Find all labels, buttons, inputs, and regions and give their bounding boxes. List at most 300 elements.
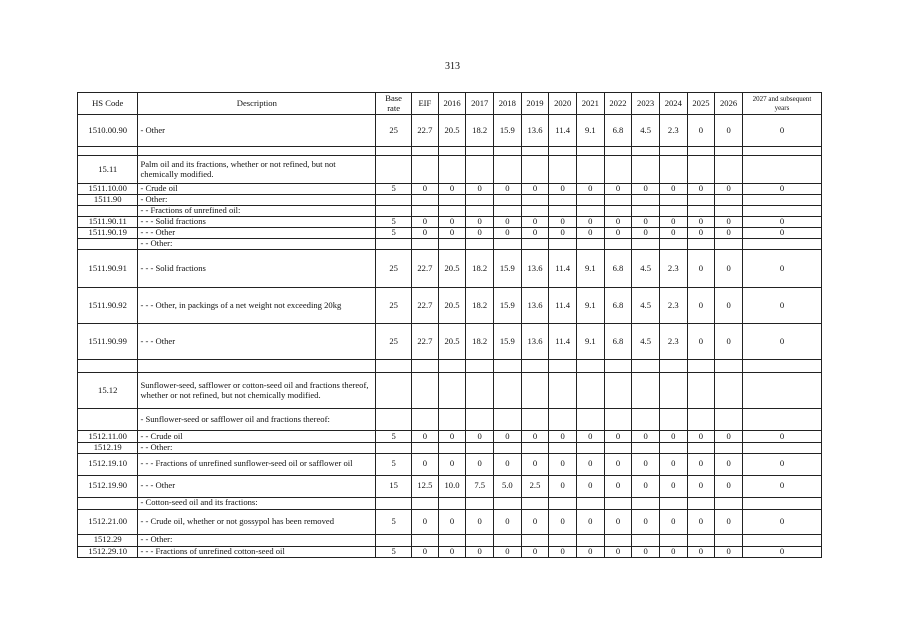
rate-cell: 10.0: [438, 475, 466, 497]
header-row: [78, 93, 822, 115]
rate-cell: [687, 195, 715, 206]
table-row: [78, 509, 822, 534]
rate-cell: [376, 443, 412, 454]
rate-cell: [604, 147, 632, 156]
description-cell: [138, 147, 376, 156]
rate-cell: [604, 206, 632, 217]
rate-cell: [687, 373, 715, 409]
rate-cell: [632, 206, 660, 217]
rate-cell: 6.8: [604, 115, 632, 147]
rate-cell: 12.5: [412, 475, 439, 497]
table-row: [78, 373, 822, 409]
rate-cell: [521, 373, 549, 409]
rate-cell: 11.4: [549, 324, 577, 360]
col-header-eif: EIF: [412, 93, 439, 115]
rate-cell: 9.1: [576, 250, 604, 288]
table-row: [78, 409, 822, 431]
rate-cell: [715, 534, 743, 546]
rate-cell: 22.7: [412, 288, 439, 324]
rate-cell: [466, 239, 494, 250]
col-header-2021: 2021: [576, 93, 604, 115]
rate-cell: [438, 360, 466, 373]
rate-cell: [549, 360, 577, 373]
rate-cell: [576, 195, 604, 206]
col-header-2027-and-subsequent: 2027 and subsequent years: [742, 93, 821, 115]
description-cell: Palm oil and its fractions, whether or not refined, but not chemically modified.: [138, 156, 376, 184]
rate-cell: 0: [438, 184, 466, 195]
rate-cell: [521, 497, 549, 509]
hs-code-cell: [78, 497, 138, 509]
col-header-2017: 2017: [466, 93, 494, 115]
rate-cell: [576, 147, 604, 156]
rate-cell: 0: [659, 546, 687, 557]
rate-cell: 0: [549, 431, 577, 443]
rate-cell: [576, 409, 604, 431]
rate-cell: [632, 195, 660, 206]
col-header-2026: 2026: [715, 93, 743, 115]
rate-cell: 0: [715, 546, 743, 557]
rate-cell: 0: [659, 217, 687, 228]
rate-cell: 0: [604, 453, 632, 475]
rate-cell: 0: [466, 217, 494, 228]
rate-cell: 9.1: [576, 115, 604, 147]
table-row: [78, 453, 822, 475]
rate-cell: 0: [494, 453, 522, 475]
rate-cell: 4.5: [632, 288, 660, 324]
description-cell: - Cotton-seed oil and its fractions:: [138, 497, 376, 509]
rate-cell: 0: [466, 546, 494, 557]
rate-cell: 2.3: [659, 324, 687, 360]
rate-cell: 0: [742, 324, 821, 360]
rate-cell: 0: [742, 509, 821, 534]
rate-cell: 0: [715, 475, 743, 497]
rate-cell: 0: [576, 453, 604, 475]
rate-cell: 18.2: [466, 250, 494, 288]
rate-cell: [412, 409, 439, 431]
rate-cell: 0: [659, 228, 687, 239]
rate-cell: [742, 147, 821, 156]
description-cell: - - - Fractions of unrefined sunflower-seed oil or safflower oil: [138, 453, 376, 475]
col-header-2022: 2022: [604, 93, 632, 115]
rate-cell: [742, 206, 821, 217]
rate-cell: 18.2: [466, 288, 494, 324]
rate-cell: 0: [604, 228, 632, 239]
rate-cell: [687, 497, 715, 509]
rate-cell: 0: [466, 509, 494, 534]
rate-cell: [438, 443, 466, 454]
rate-cell: [376, 156, 412, 184]
rate-cell: [742, 360, 821, 373]
rate-cell: [438, 497, 466, 509]
description-cell: - - Crude oil, whether or not gossypol has been removed: [138, 509, 376, 534]
col-header-base-rate: Base rate: [376, 93, 412, 115]
rate-cell: 0: [494, 546, 522, 557]
table-row: [78, 497, 822, 509]
rate-cell: 0: [715, 217, 743, 228]
rate-cell: 6.8: [604, 250, 632, 288]
rate-cell: [604, 443, 632, 454]
rate-cell: 0: [742, 250, 821, 288]
rate-cell: 15.9: [494, 115, 522, 147]
rate-cell: 0: [632, 184, 660, 195]
rate-cell: [659, 206, 687, 217]
table-row: [78, 360, 822, 373]
rate-cell: [715, 409, 743, 431]
rate-cell: [376, 497, 412, 509]
description-cell: - Sunflower-seed or safflower oil and fractions thereof:: [138, 409, 376, 431]
rate-cell: 11.4: [549, 250, 577, 288]
rate-cell: [715, 239, 743, 250]
rate-cell: 0: [715, 453, 743, 475]
rate-cell: 6.8: [604, 288, 632, 324]
rate-cell: [659, 156, 687, 184]
hs-code-cell: 1511.90.11: [78, 217, 138, 228]
table-row: [78, 288, 822, 324]
rate-cell: 2.3: [659, 115, 687, 147]
rate-cell: [412, 195, 439, 206]
rate-cell: 0: [715, 250, 743, 288]
col-header-2019: 2019: [521, 93, 549, 115]
rate-cell: [687, 443, 715, 454]
table-row: [78, 156, 822, 184]
rate-cell: [521, 443, 549, 454]
rate-cell: 5: [376, 431, 412, 443]
description-cell: - - - Other: [138, 228, 376, 239]
rate-cell: 0: [521, 453, 549, 475]
rate-cell: [549, 239, 577, 250]
rate-cell: [412, 360, 439, 373]
rate-cell: 0: [632, 546, 660, 557]
rate-cell: 7.5: [466, 475, 494, 497]
rate-cell: [687, 360, 715, 373]
description-cell: - - Other:: [138, 443, 376, 454]
hs-code-cell: 1510.00.90: [78, 115, 138, 147]
hs-code-cell: 1511.90.91: [78, 250, 138, 288]
rate-cell: 0: [687, 250, 715, 288]
rate-cell: [687, 156, 715, 184]
rate-cell: 0: [604, 475, 632, 497]
rate-cell: [376, 373, 412, 409]
rate-cell: 20.5: [438, 250, 466, 288]
rate-cell: [521, 239, 549, 250]
hs-code-cell: 1512.11.00: [78, 431, 138, 443]
rate-cell: [576, 497, 604, 509]
rate-cell: [521, 409, 549, 431]
rate-cell: 5: [376, 453, 412, 475]
rate-cell: 0: [715, 115, 743, 147]
rate-cell: 0: [549, 184, 577, 195]
rate-cell: [466, 497, 494, 509]
rate-cell: 0: [438, 431, 466, 443]
description-cell: - - - Other: [138, 324, 376, 360]
rate-cell: [466, 195, 494, 206]
rate-cell: [466, 147, 494, 156]
rate-cell: 0: [412, 453, 439, 475]
rate-cell: 13.6: [521, 288, 549, 324]
rate-cell: [742, 373, 821, 409]
rate-cell: 15.9: [494, 324, 522, 360]
rate-cell: 0: [715, 288, 743, 324]
rate-cell: 2.3: [659, 250, 687, 288]
rate-cell: [659, 195, 687, 206]
rate-cell: 11.4: [549, 288, 577, 324]
rate-cell: [604, 409, 632, 431]
hs-code-cell: 1512.19.90: [78, 475, 138, 497]
rate-cell: 0: [549, 228, 577, 239]
description-cell: - - - Solid fractions: [138, 250, 376, 288]
rate-cell: 0: [521, 509, 549, 534]
rate-cell: [715, 373, 743, 409]
table-row: [78, 206, 822, 217]
rate-cell: 0: [576, 546, 604, 557]
rate-cell: [521, 360, 549, 373]
rate-cell: [659, 360, 687, 373]
rate-cell: [412, 147, 439, 156]
rate-cell: 0: [659, 453, 687, 475]
rate-cell: 0: [715, 509, 743, 534]
rate-cell: [715, 156, 743, 184]
col-header-description: Description: [138, 93, 376, 115]
rate-cell: 0: [742, 184, 821, 195]
hs-code-cell: [78, 409, 138, 431]
description-cell: - - - Other: [138, 475, 376, 497]
description-cell: - - Fractions of unrefined oil:: [138, 206, 376, 217]
rate-cell: [412, 534, 439, 546]
rate-cell: [494, 360, 522, 373]
rate-cell: 0: [549, 509, 577, 534]
rate-cell: 0: [632, 453, 660, 475]
rate-cell: 0: [659, 184, 687, 195]
rate-cell: 0: [659, 475, 687, 497]
rate-cell: [494, 373, 522, 409]
rate-cell: [604, 195, 632, 206]
rate-cell: [742, 409, 821, 431]
table-row: [78, 443, 822, 454]
rate-cell: [742, 156, 821, 184]
rate-cell: [576, 443, 604, 454]
rate-cell: [659, 497, 687, 509]
table-row: [78, 239, 822, 250]
rate-cell: [466, 206, 494, 217]
rate-cell: 0: [549, 546, 577, 557]
rate-cell: [412, 239, 439, 250]
rate-cell: 0: [687, 217, 715, 228]
rate-cell: 0: [632, 228, 660, 239]
rate-cell: 18.2: [466, 324, 494, 360]
rate-cell: 0: [604, 431, 632, 443]
rate-cell: 0: [687, 115, 715, 147]
rate-cell: 0: [521, 546, 549, 557]
rate-cell: [376, 195, 412, 206]
rate-cell: [632, 360, 660, 373]
description-cell: - - - Fractions of unrefined cotton-seed oil: [138, 546, 376, 557]
rate-cell: [632, 373, 660, 409]
rate-cell: [632, 239, 660, 250]
table-row: [78, 475, 822, 497]
rate-cell: [632, 497, 660, 509]
rate-cell: [549, 206, 577, 217]
hs-code-cell: 15.12: [78, 373, 138, 409]
rate-cell: 0: [466, 431, 494, 443]
hs-code-cell: [78, 360, 138, 373]
rate-cell: [466, 360, 494, 373]
rate-cell: [715, 147, 743, 156]
rate-cell: [438, 206, 466, 217]
rate-cell: 4.5: [632, 250, 660, 288]
rate-cell: 0: [604, 546, 632, 557]
table-row: [78, 250, 822, 288]
rate-cell: [742, 195, 821, 206]
rate-cell: [742, 497, 821, 509]
rate-cell: 0: [742, 546, 821, 557]
rate-cell: 5: [376, 546, 412, 557]
hs-code-cell: [78, 239, 138, 250]
rate-cell: [438, 534, 466, 546]
rate-cell: 0: [438, 546, 466, 557]
rate-cell: 0: [521, 431, 549, 443]
rate-cell: [494, 409, 522, 431]
rate-cell: 22.7: [412, 115, 439, 147]
rate-cell: 0: [687, 509, 715, 534]
table-row: [78, 534, 822, 546]
rate-cell: 0: [412, 431, 439, 443]
rate-cell: [632, 534, 660, 546]
description-cell: - - - Solid fractions: [138, 217, 376, 228]
rate-cell: 0: [576, 217, 604, 228]
rate-cell: [576, 206, 604, 217]
rate-cell: 0: [742, 431, 821, 443]
rate-cell: 0: [632, 509, 660, 534]
rate-cell: [412, 443, 439, 454]
tariff-table-body: [78, 115, 822, 558]
rate-cell: 9.1: [576, 324, 604, 360]
rate-cell: [494, 147, 522, 156]
rate-cell: 0: [549, 475, 577, 497]
rate-cell: [466, 373, 494, 409]
rate-cell: 15: [376, 475, 412, 497]
hs-code-cell: [78, 206, 138, 217]
rate-cell: 20.5: [438, 288, 466, 324]
hs-code-cell: 1511.90.99: [78, 324, 138, 360]
rate-cell: 0: [687, 475, 715, 497]
rate-cell: 6.8: [604, 324, 632, 360]
hs-code-cell: 1512.29.10: [78, 546, 138, 557]
rate-cell: 0: [742, 115, 821, 147]
rate-cell: [742, 239, 821, 250]
rate-cell: [659, 373, 687, 409]
rate-cell: [742, 443, 821, 454]
description-cell: - - Crude oil: [138, 431, 376, 443]
rate-cell: [521, 195, 549, 206]
rate-cell: 0: [687, 228, 715, 239]
rate-cell: [549, 147, 577, 156]
rate-cell: [576, 534, 604, 546]
rate-cell: [576, 239, 604, 250]
rate-cell: [549, 373, 577, 409]
hs-code-cell: 1511.90: [78, 195, 138, 206]
rate-cell: 0: [715, 184, 743, 195]
table-row: [78, 228, 822, 239]
rate-cell: [659, 239, 687, 250]
hs-code-cell: 1512.19: [78, 443, 138, 454]
rate-cell: 0: [576, 509, 604, 534]
rate-cell: [687, 239, 715, 250]
col-header-2023: 2023: [632, 93, 660, 115]
rate-cell: [376, 206, 412, 217]
rate-cell: [715, 497, 743, 509]
description-cell: - Other: [138, 115, 376, 147]
hs-code-cell: [78, 147, 138, 156]
rate-cell: [438, 409, 466, 431]
rate-cell: [549, 195, 577, 206]
rate-cell: 0: [576, 228, 604, 239]
rate-cell: [438, 147, 466, 156]
rate-cell: 2.5: [521, 475, 549, 497]
table-row: [78, 431, 822, 443]
rate-cell: [466, 443, 494, 454]
rate-cell: [494, 239, 522, 250]
hs-code-cell: 1511.10.00: [78, 184, 138, 195]
rate-cell: 15.9: [494, 250, 522, 288]
rate-cell: [549, 497, 577, 509]
hs-code-cell: 1512.19.10: [78, 453, 138, 475]
table-row: [78, 546, 822, 557]
rate-cell: [438, 239, 466, 250]
rate-cell: 0: [521, 217, 549, 228]
rate-cell: 5: [376, 184, 412, 195]
rate-cell: [632, 443, 660, 454]
rate-cell: [632, 409, 660, 431]
rate-cell: 25: [376, 115, 412, 147]
rate-cell: [412, 373, 439, 409]
rate-cell: [687, 534, 715, 546]
hs-code-cell: 1512.29: [78, 534, 138, 546]
table-row: [78, 195, 822, 206]
rate-cell: 5: [376, 217, 412, 228]
rate-cell: 0: [742, 453, 821, 475]
rate-cell: [438, 195, 466, 206]
description-cell: [138, 360, 376, 373]
rate-cell: 15.9: [494, 288, 522, 324]
col-header-2024: 2024: [659, 93, 687, 115]
rate-cell: 0: [494, 228, 522, 239]
rate-cell: 0: [742, 217, 821, 228]
rate-cell: 22.7: [412, 250, 439, 288]
rate-cell: [659, 443, 687, 454]
rate-cell: 22.7: [412, 324, 439, 360]
rate-cell: 25: [376, 288, 412, 324]
table-row: [78, 147, 822, 156]
description-cell: - - Other:: [138, 534, 376, 546]
rate-cell: [604, 497, 632, 509]
rate-cell: [521, 147, 549, 156]
rate-cell: 20.5: [438, 324, 466, 360]
table-row: [78, 115, 822, 147]
rate-cell: 0: [715, 324, 743, 360]
rate-cell: 0: [742, 475, 821, 497]
rate-cell: [715, 360, 743, 373]
rate-cell: 0: [687, 324, 715, 360]
rate-cell: 0: [715, 228, 743, 239]
rate-cell: [549, 443, 577, 454]
rate-cell: [604, 239, 632, 250]
rate-cell: 0: [438, 509, 466, 534]
rate-cell: 25: [376, 250, 412, 288]
rate-cell: [687, 147, 715, 156]
rate-cell: [521, 156, 549, 184]
description-cell: Sunflower-seed, safflower or cotton-seed oil and fractions thereof, whether or not refined, but not chemically modified.: [138, 373, 376, 409]
rate-cell: 0: [494, 509, 522, 534]
